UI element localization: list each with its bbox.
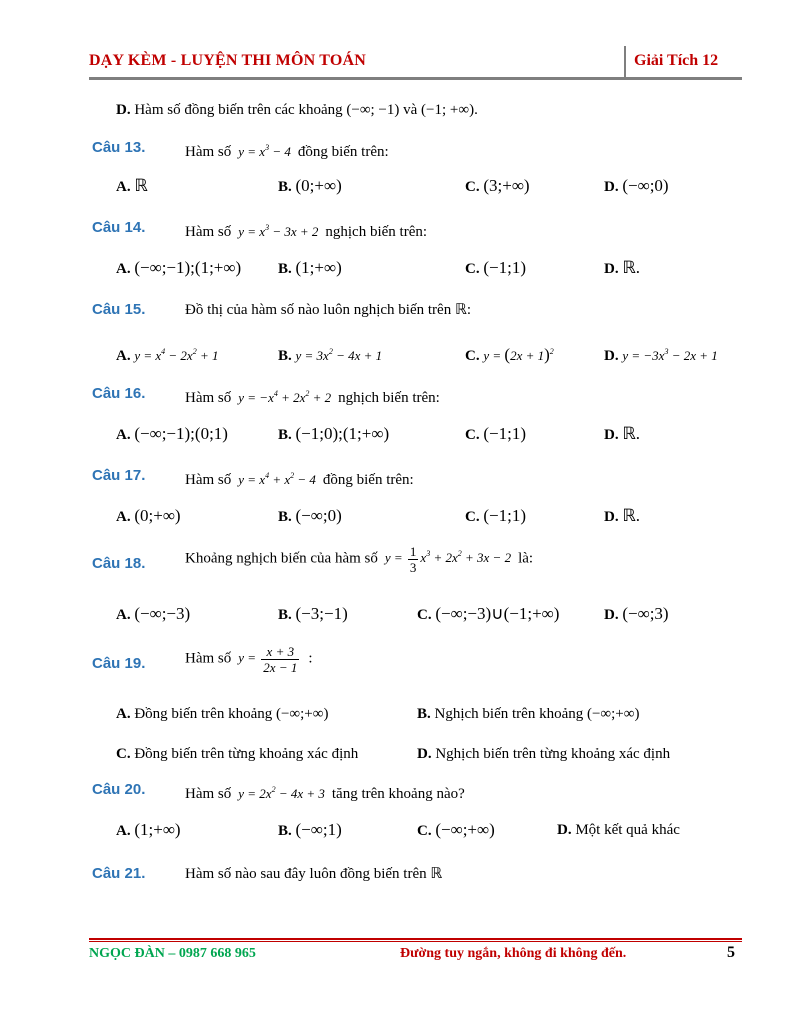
- page-header: [89, 46, 742, 78]
- question-text: [185, 780, 465, 804]
- question-label: Câu 21.: [92, 865, 146, 882]
- option-a[interactable]: A. (0;+∞): [116, 506, 181, 525]
- option-b[interactable]: B. (−1;0);(1;+∞): [278, 424, 390, 443]
- question-text: Đồ thị của hàm số nào luôn nghịch biến trên ℝ:: [185, 302, 471, 318]
- question-text: Hàm số nào sau đây luôn đồng biến trên ℝ: [185, 866, 443, 882]
- question-pre: Khoảng nghịch biến của hàm số: [185, 550, 378, 567]
- question-post: đồng biến trên:: [322, 472, 414, 488]
- question-post: nghịch biến trên:: [325, 224, 428, 240]
- question-label: Câu 20.: [92, 781, 146, 798]
- option-c[interactable]: C. (−1;1): [465, 424, 526, 443]
- footer-rule-thin: [89, 941, 742, 942]
- question-label: Câu 16.: [92, 385, 146, 402]
- question-pre: Hàm số: [185, 390, 232, 406]
- option-d[interactable]: D. $y = -3x^3 - 2x + 1$: [604, 347, 718, 364]
- option-c[interactable]: C. (−∞;+∞): [417, 820, 495, 839]
- question-label: Câu 15.: [92, 301, 146, 318]
- option-c[interactable]: C. Đồng biến trên từng khoảng xác định: [116, 746, 359, 762]
- option-a[interactable]: A. ℝ: [116, 176, 148, 195]
- option-d[interactable]: D. (−∞;0): [604, 176, 669, 195]
- option-b[interactable]: B. (0;+∞): [278, 176, 342, 195]
- question-post: tăng trên khoảng nào?: [331, 786, 465, 802]
- option-d[interactable]: D. ℝ.: [604, 258, 641, 277]
- page-number: 5: [727, 944, 735, 961]
- option-a[interactable]: A. Đồng biến trên khoảng (−∞;+∞): [116, 706, 329, 722]
- math-expression: y = $\frac{1}{3}$ $x^3 + 2x^2 + 3x - 2$: [381, 544, 515, 575]
- math-expression: y = $\frac{x + 3}{2x - 1}$: [235, 644, 298, 675]
- option-d[interactable]: D. Nghịch biến trên từng khoảng xác định: [417, 746, 671, 762]
- question-label: Câu 14.: [92, 219, 146, 236]
- header-rule: [89, 77, 742, 80]
- option-c[interactable]: C. (−1;1): [465, 258, 526, 277]
- option-b[interactable]: B. $y = 3x^2 - 4x + 1$: [278, 347, 383, 364]
- question-pre: Hàm số: [185, 786, 232, 802]
- option-text: Hàm số đồng biến trên các khoảng (−∞; −1) và (−1; +∞).: [134, 102, 478, 118]
- footer-motto: Đường tuy ngắn, không đi không đến.: [400, 946, 627, 961]
- footer-rule: [89, 938, 742, 940]
- option-c[interactable]: C. $y = (2x + 1)^2$: [465, 345, 554, 364]
- question-text: [185, 644, 313, 675]
- option-c[interactable]: C. (3;+∞): [465, 176, 530, 195]
- option-a[interactable]: A. $y = x^4 - 2x^2 + 1$: [116, 347, 219, 364]
- question-text: [185, 218, 427, 242]
- option-b[interactable]: B. (1;+∞): [278, 258, 342, 277]
- math-expression: $y = -x^4 + 2x^2 + 2$: [235, 389, 335, 405]
- question-pre: Hàm số: [185, 650, 232, 667]
- question-pre: Hàm số: [185, 472, 232, 488]
- option-a[interactable]: A. (1;+∞): [116, 820, 181, 839]
- question-post: nghịch biến trên:: [338, 390, 440, 406]
- math-expression: $y = 2x^2 - 4x + 3$: [235, 785, 329, 801]
- option-d[interactable]: D. ℝ.: [604, 506, 641, 525]
- question-post: đồng biến trên:: [297, 144, 389, 160]
- header-left-title: DẠY KÈM - LUYỆN THI MÔN TOÁN: [89, 52, 367, 69]
- footer-author: NGỌC ĐÀN – 0987 668 965: [89, 946, 256, 961]
- question-text: [185, 544, 533, 575]
- math-expression: $y = x^3 - 3x + 2$: [235, 223, 322, 239]
- question-label: Câu 13.: [92, 139, 146, 156]
- header-right-title: Giải Tích 12: [634, 52, 719, 69]
- option-b[interactable]: B. Nghịch biến trên khoảng (−∞;+∞): [417, 706, 640, 722]
- option-d[interactable]: D. (−∞;3): [604, 604, 669, 623]
- option-a[interactable]: A. (−∞;−3): [116, 604, 191, 623]
- question-post: :: [308, 650, 313, 667]
- option-b[interactable]: B. (−3;−1): [278, 604, 348, 623]
- option-c[interactable]: C. (−1;1): [465, 506, 526, 525]
- option-b[interactable]: B. (−∞;0): [278, 506, 342, 525]
- option-c[interactable]: C. (−∞;−3)∪(−1;+∞): [417, 604, 560, 623]
- question-text: [185, 138, 389, 162]
- question-text: [185, 466, 414, 490]
- option-d[interactable]: D. ℝ.: [604, 424, 641, 443]
- math-expression: $y = x^3 - 4$: [235, 143, 295, 159]
- question-text: [185, 384, 440, 408]
- header-separator: [624, 46, 626, 78]
- option-a[interactable]: A. (−∞;−1);(1;+∞): [116, 258, 242, 277]
- option-b[interactable]: B. (−∞;1): [278, 820, 342, 839]
- question-label: Câu 17.: [92, 467, 146, 484]
- math-expression: $y = x^4 + x^2 - 4$: [235, 471, 320, 487]
- question-label: Câu 19.: [92, 655, 146, 672]
- question-post: là:: [518, 550, 534, 567]
- option-d[interactable]: D. Một kết quả khác: [557, 822, 680, 838]
- question-label: Câu 18.: [92, 555, 146, 572]
- option-label: D.: [116, 102, 131, 118]
- question-pre: Hàm số: [185, 144, 232, 160]
- question-pre: Hàm số: [185, 224, 232, 240]
- option-a[interactable]: A. (−∞;−1);(0;1): [116, 424, 228, 443]
